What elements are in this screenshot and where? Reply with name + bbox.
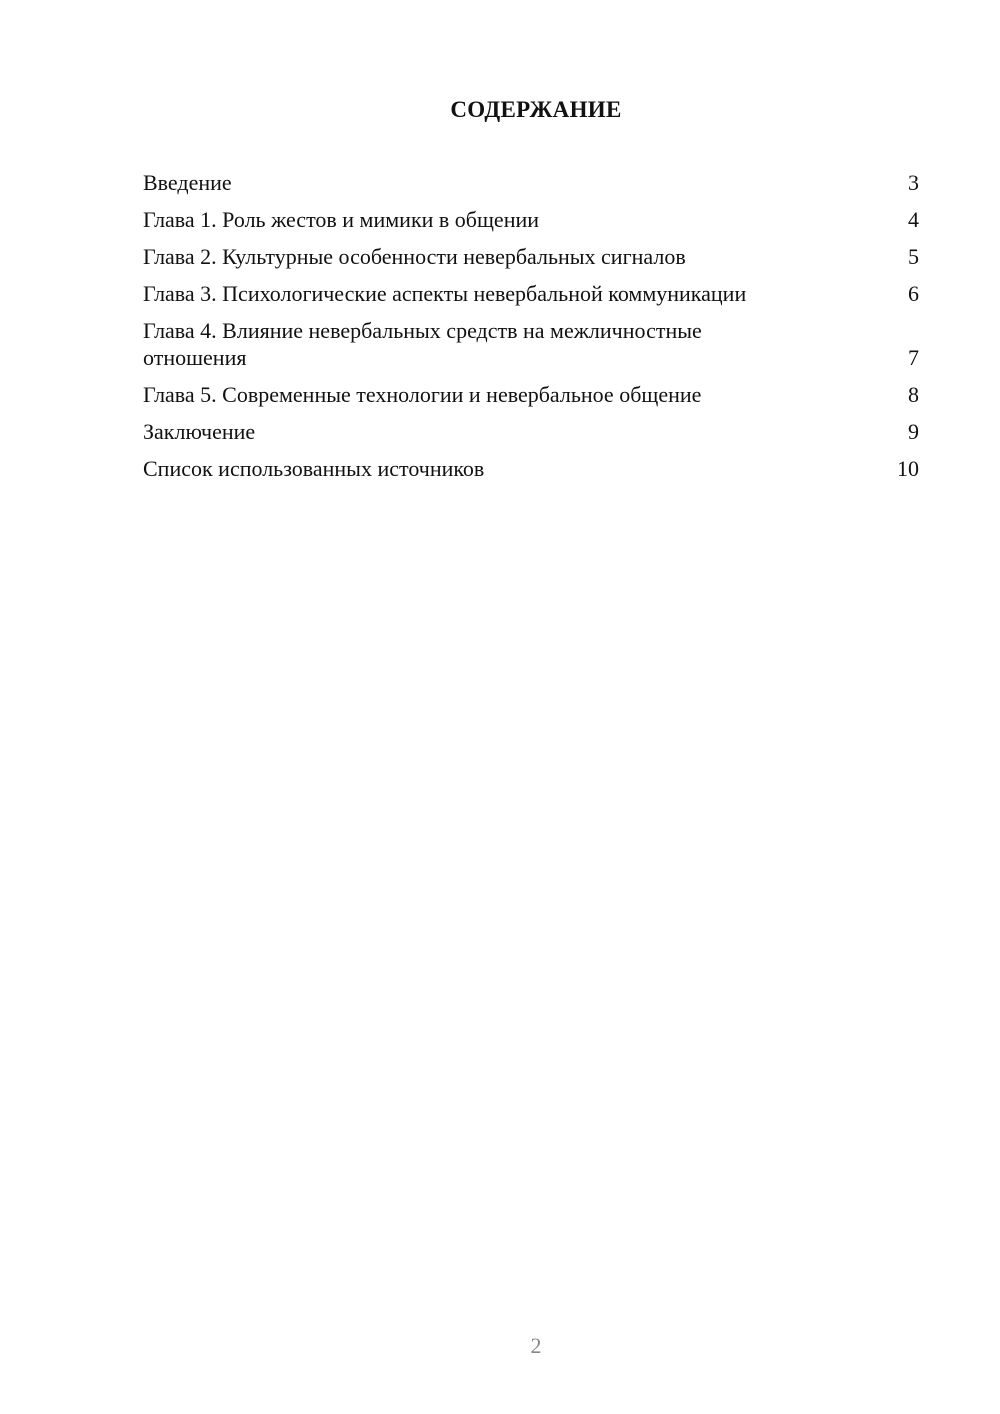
page-title: СОДЕРЖАНИЕ <box>450 97 622 122</box>
toc-entry-page: 8 <box>908 382 919 407</box>
toc-entry-text: Глава 1. Роль жестов и мимики в общении <box>143 207 540 232</box>
toc-entry-text: Глава 5. Современные технологии и невербальное общение <box>143 382 702 407</box>
toc-entry-chapter-3 <box>143 280 919 307</box>
toc-entry-text: Введение <box>143 170 232 195</box>
toc-entry-page: 3 <box>908 170 919 195</box>
toc-entry-text: Глава 4. Влияние невербальных средств на межличностные отношения <box>143 318 702 370</box>
toc-entry-text: Глава 2. Культурные особенности невербальных сигналов <box>143 244 686 269</box>
toc-entry-page: 7 <box>908 345 919 370</box>
toc-entry-page: 9 <box>908 419 919 444</box>
toc-entry-text: Список использованных источников <box>143 456 485 481</box>
toc-entry-chapter-2 <box>143 243 919 270</box>
toc-entry-text: Глава 3. Психологические аспекты невербальной коммуникации <box>143 281 747 306</box>
toc-entry-page: 6 <box>908 281 919 306</box>
toc-entry-page: 4 <box>908 207 919 232</box>
page-number: 2 <box>530 1333 542 1358</box>
toc-entry-chapter-5 <box>143 381 919 408</box>
table-of-contents <box>143 169 919 492</box>
toc-entry-page: 10 <box>897 456 919 481</box>
toc-entry-conclusion <box>143 418 919 445</box>
toc-entry-references <box>143 455 919 482</box>
toc-entry-chapter-4 <box>143 317 919 371</box>
toc-entry-text: Заключение <box>143 419 256 444</box>
toc-entry-chapter-1 <box>143 206 919 233</box>
toc-entry-page: 5 <box>908 244 919 269</box>
toc-entry-introduction <box>143 169 919 196</box>
